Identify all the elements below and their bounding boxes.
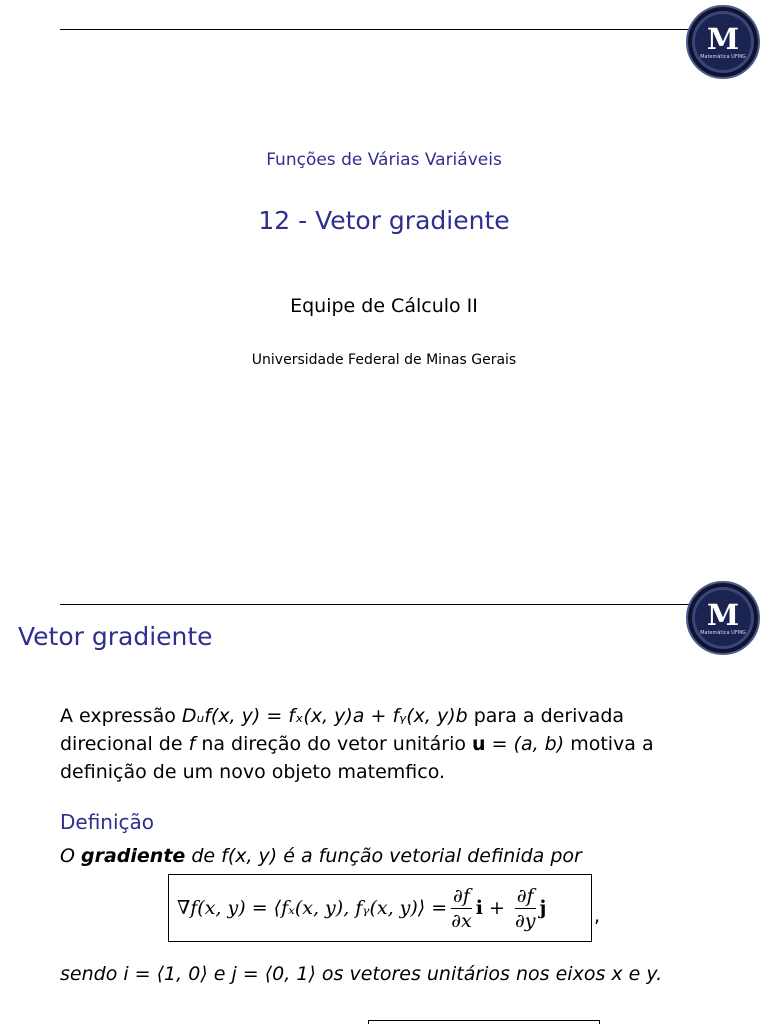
presentation-subtitle: Funções de Várias Variáveis <box>266 150 502 170</box>
vector-u: u <box>472 733 486 755</box>
logo-letter: M <box>706 597 740 632</box>
vector-i: i <box>475 897 483 919</box>
text: A expressão <box>60 705 182 727</box>
definition-title: Definição <box>60 810 155 834</box>
formula-lhs: ∇f(x, y) = ⟨fₓ(x, y), fᵧ(x, y)⟩ = <box>177 897 448 919</box>
bold-term: gradiente <box>81 845 186 867</box>
vector-j: j <box>539 897 547 919</box>
text: motiva a definição de um novo objeto matemfico. <box>60 733 654 783</box>
plus-sign: + <box>482 897 511 919</box>
ufmg-math-logo <box>686 581 760 655</box>
header-rule <box>60 29 700 30</box>
logo-caption: Matemática UFMG <box>700 53 746 60</box>
partial-fraction-x <box>449 884 474 933</box>
gradient-formula-box <box>168 874 592 942</box>
partial-fraction-y <box>513 884 538 933</box>
frame-title: Vetor gradiente <box>18 622 213 651</box>
logo-letter: M <box>706 21 740 56</box>
author: Equipe de Cálculo II <box>290 295 478 317</box>
header-rule <box>60 604 700 605</box>
function-symbol: f <box>188 733 196 755</box>
ufmg-math-logo <box>686 5 760 79</box>
fraction-denominator: ∂x <box>451 909 472 932</box>
fraction-denominator: ∂y <box>514 909 536 932</box>
fraction-numerator: ∂f <box>453 884 470 907</box>
u-definition: = (a, b) <box>485 733 565 755</box>
partial-formula-box <box>368 1020 600 1024</box>
content-slide <box>0 560 768 1024</box>
trailing-comma: , <box>594 905 601 927</box>
text: O <box>60 845 81 867</box>
definition-text <box>60 845 582 867</box>
institute: Universidade Federal de Minas Gerais <box>251 352 517 368</box>
logo-caption: Matemática UFMG <box>700 629 746 636</box>
text: de f(x, y) é a função vetorial definida por <box>185 845 582 867</box>
intro-paragraph <box>60 702 720 786</box>
text: para a derivada direcional de <box>60 705 625 755</box>
text: na direção do vetor unitário <box>195 733 473 755</box>
fraction-numerator: ∂f <box>516 884 534 907</box>
directional-derivative-formula: Dᵤf(x, y) = fₓ(x, y)a + fᵧ(x, y)b <box>181 705 468 727</box>
unit-vectors-note: sendo i = ⟨1, 0⟩ e j = ⟨0, 1⟩ os vetores unitários nos eixos x e y. <box>60 963 663 985</box>
presentation-title: 12 - Vetor gradiente <box>258 206 510 235</box>
